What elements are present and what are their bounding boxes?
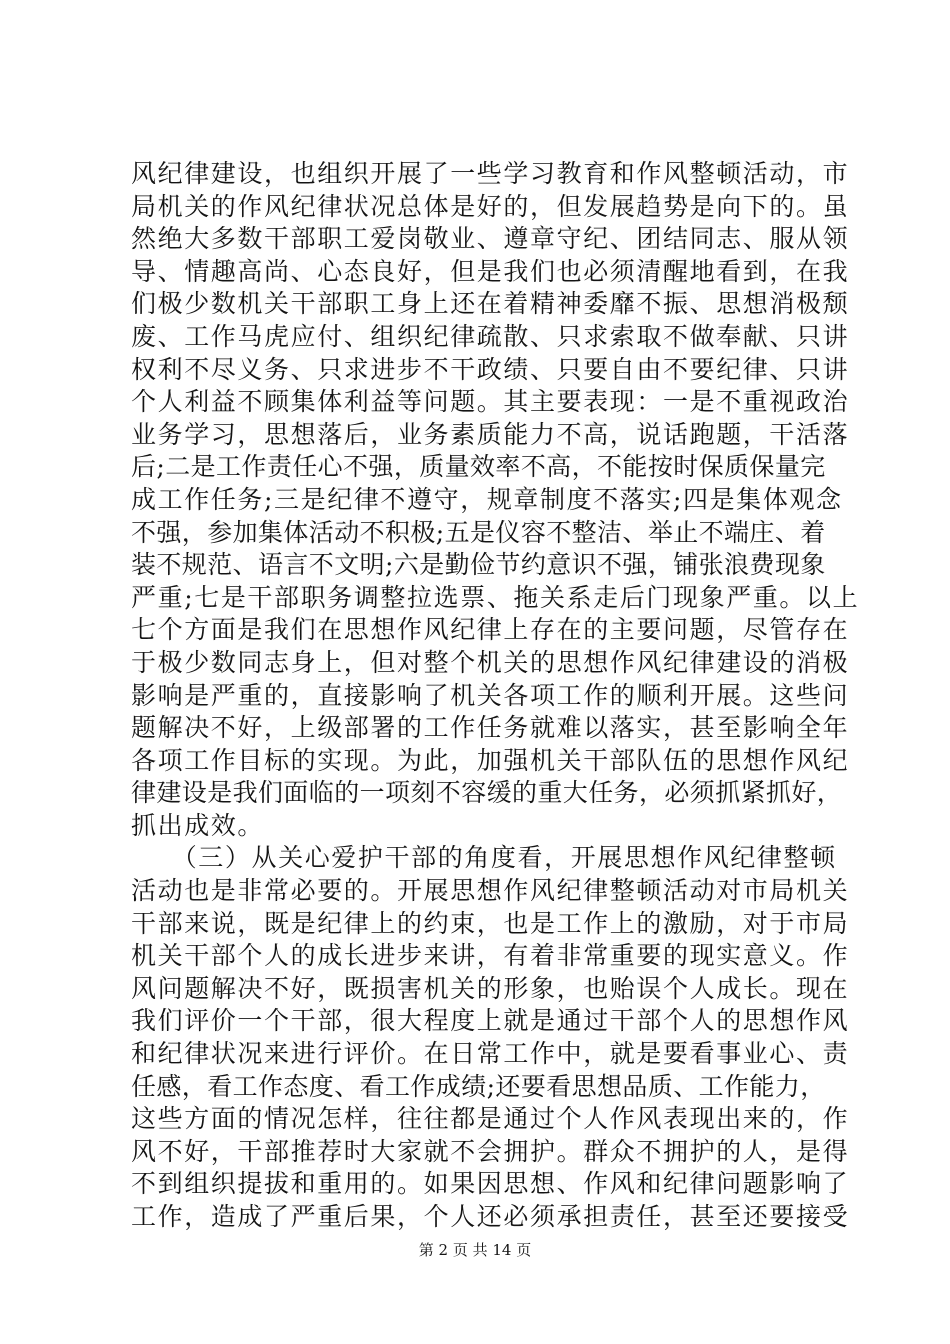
text-line: 机关干部个人的成长进步来讲，有着非常重要的现实意义。作 <box>131 941 850 971</box>
text-line: 个人利益不顾集体利益等问题。其主要表现：一是不重视政治 <box>131 387 850 417</box>
text-line: 任感，看工作态度、看工作成绩;还要看思想品质、工作能力， <box>131 1071 826 1101</box>
text-line: 于极少数同志身上，但对整个机关的思想作风纪律建设的消极 <box>131 647 850 677</box>
text-line: 不强，参加集体活动不积极;五是仪容不整洁、举止不端庄、着 <box>131 517 826 547</box>
text-line: 导、情趣高尚、心态良好，但是我们也必须清醒地看到，在我 <box>131 256 850 286</box>
section-heading-line: （三）从关心爱护干部的角度看，开展思想作风纪律整顿 <box>131 843 837 873</box>
text-line: 成工作任务;三是纪律不遵守，规章制度不落实;四是集体观念 <box>131 484 843 514</box>
text-line: 风不好，干部推荐时大家就不会拥护。群众不拥护的人，是得 <box>131 1136 850 1166</box>
text-line: 影响是严重的，直接影响了机关各项工作的顺利开展。这些问 <box>131 680 850 710</box>
text-line: 们极少数机关干部职工身上还在着精神委靡不振、思想消极颓 <box>131 289 850 319</box>
text-line: 废、工作马虎应付、组织纪律疏散、只求索取不做奉献、只讲 <box>131 321 850 351</box>
text-line: 活动也是非常必要的。开展思想作风纪律整顿活动对市局机关 <box>131 876 850 906</box>
text-line: 局机关的作风纪律状况总体是好的，但发展趋势是向下的。虽 <box>131 191 850 221</box>
text-line: 律建设是我们面临的一项刻不容缓的重大任务，必须抓紧抓好， <box>131 778 843 808</box>
text-line: 装不规范、语言不文明;六是勤俭节约意识不强，铺张浪费现象 <box>131 550 826 580</box>
text-line: 不到组织提拔和重用的。如果因思想、作风和纪律问题影响了 <box>131 1169 850 1199</box>
text-line: 严重;七是干部职务调整拉选票、拖关系走后门现象严重。以上 <box>131 582 860 612</box>
text-line: 各项工作目标的实现。为此，加强机关干部队伍的思想作风纪 <box>131 745 850 775</box>
page-number-footer: 第 2 页 共 14 页 <box>418 1241 532 1259</box>
text-line: 和纪律状况来进行评价。在日常工作中，就是要看事业心、责 <box>131 1039 850 1069</box>
text-line: 然绝大多数干部职工爱岗敬业、遵章守纪、团结同志、服从领 <box>131 224 850 254</box>
body-text <box>131 158 860 1234</box>
text-line: 权利不尽义务、只求进步不干政绩、只要自由不要纪律、只讲 <box>131 354 850 384</box>
text-line: 七个方面是我们在思想作风纪律上存在的主要问题，尽管存在 <box>131 615 850 645</box>
text-line: 干部来说，既是纪律上的约束，也是工作上的激励，对于市局 <box>131 908 850 938</box>
text-line: 后;二是工作责任心不强，质量效率不高，不能按时保质保量完 <box>131 452 826 482</box>
text-line: 风纪律建设，也组织开展了一些学习教育和作风整顿活动，市 <box>131 159 850 188</box>
text-line: 题解决不好，上级部署的工作任务就难以落实，甚至影响全年 <box>131 713 850 743</box>
text-line: 这些方面的情况怎样，往往都是通过个人作风表现出来的，作 <box>131 1104 850 1134</box>
text-line: 业务学习，思想落后，业务素质能力不高，说话跑题，干活落 <box>131 419 850 449</box>
text-line: 我们评价一个干部，很大程度上就是通过干部个人的思想作风 <box>131 1006 850 1036</box>
text-line: 工作，造成了严重后果，个人还必须承担责任，甚至还要接受 <box>131 1202 850 1231</box>
text-line: 风问题解决不好，既损害机关的形象，也贻误个人成长。现在 <box>131 973 850 1003</box>
text-line: 抓出成效。 <box>131 810 265 840</box>
